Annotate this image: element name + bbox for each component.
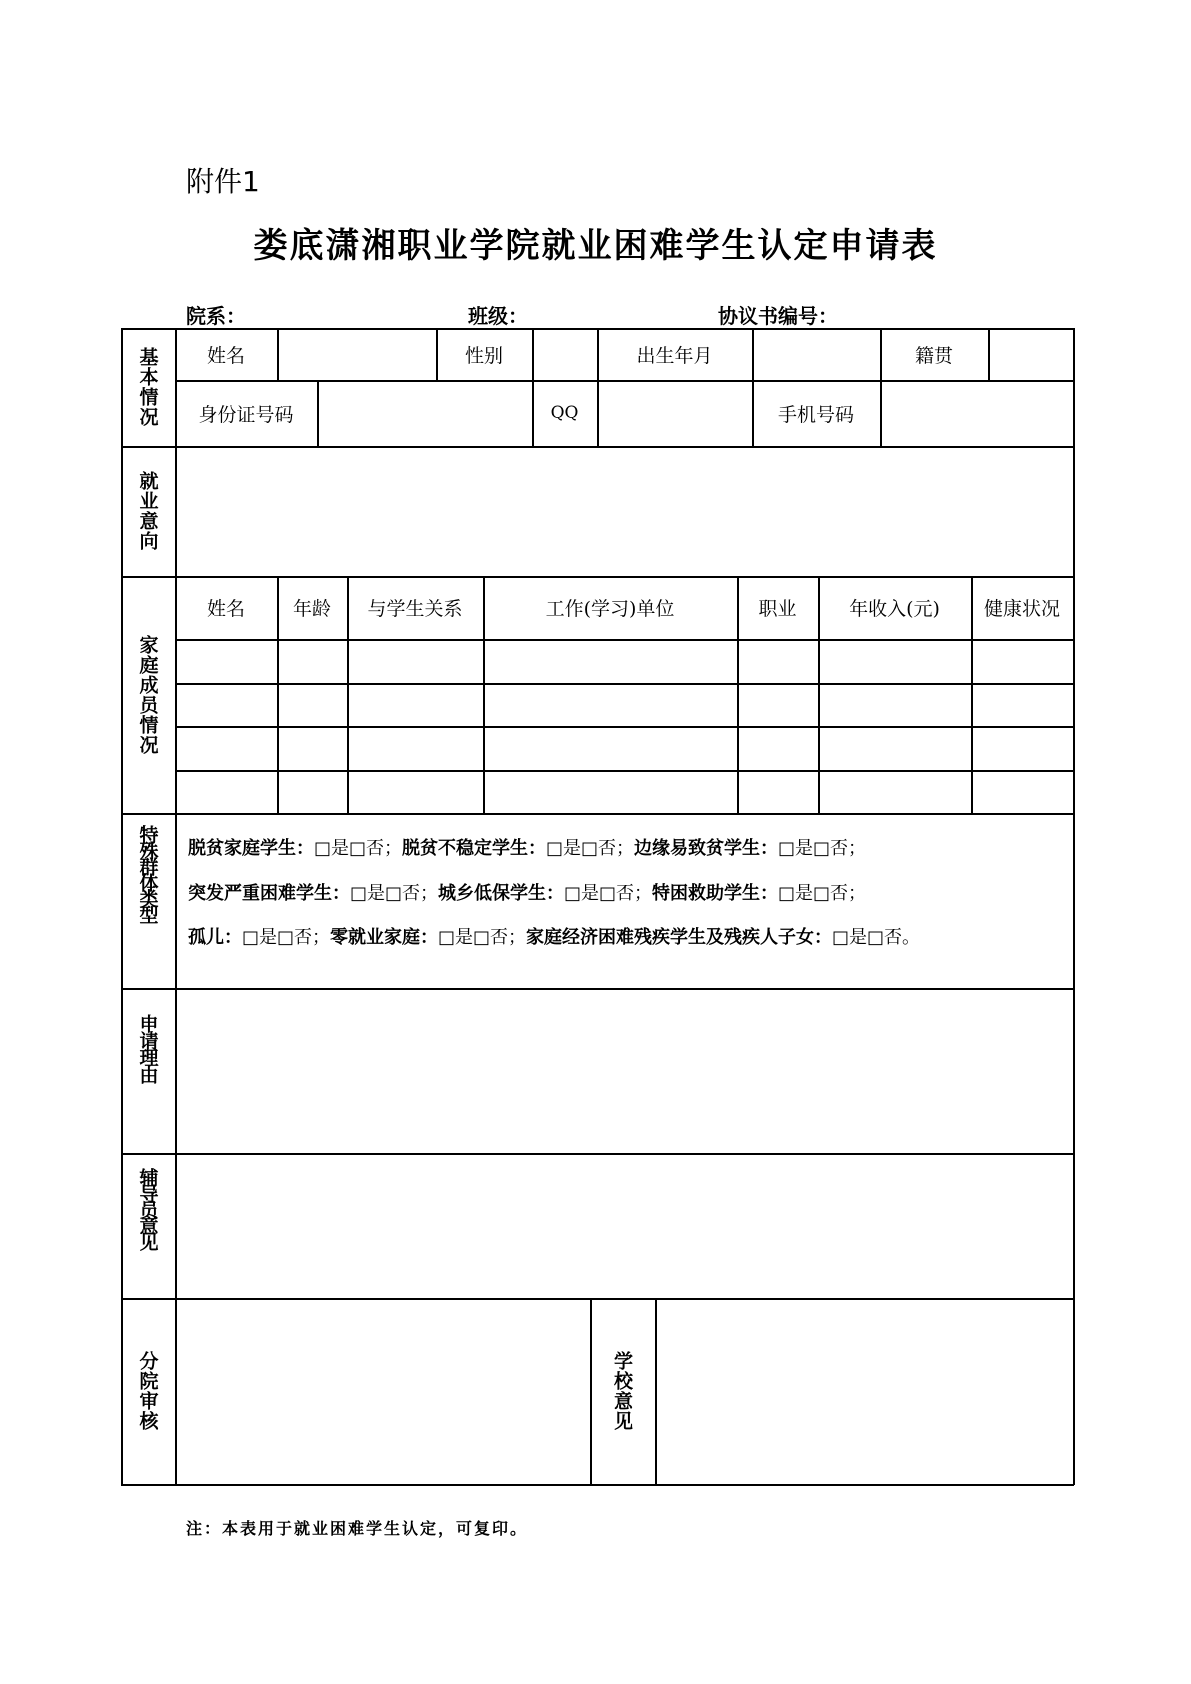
qq-field[interactable] xyxy=(597,380,752,446)
yes-no-checkbox[interactable]: □是□否； xyxy=(778,838,867,859)
family-header-relation: 与学生关系 xyxy=(367,598,463,620)
footnote: 注：本表用于就业困难学生认定，可复印。 xyxy=(186,1519,529,1538)
section-label-special: 特殊群体类型 xyxy=(136,825,159,921)
family-row[interactable] xyxy=(175,770,1073,813)
gender-field[interactable] xyxy=(532,328,597,380)
special-category-line-2 xyxy=(188,879,866,905)
id-number-field[interactable] xyxy=(317,380,532,446)
section-label-branch: 分院审核 xyxy=(136,1351,159,1431)
category-label: 家庭经济困难残疾学生及残疾人子女： xyxy=(526,927,833,948)
phone-field[interactable] xyxy=(880,380,1073,446)
agreement-number-label: 协议书编号： xyxy=(718,304,838,328)
id-number-label: 身份证号码 xyxy=(198,403,294,426)
phone-label: 手机号码 xyxy=(777,403,854,426)
family-header-name: 姓名 xyxy=(206,598,245,620)
birth-field[interactable] xyxy=(752,328,880,380)
branch-review-field[interactable] xyxy=(175,1298,590,1484)
family-header-health: 健康状况 xyxy=(983,598,1060,620)
family-row[interactable] xyxy=(175,726,1073,770)
section-label-basic: 基本情况 xyxy=(136,347,159,427)
family-header-age: 年龄 xyxy=(292,598,331,620)
attachment-label: 附件1 xyxy=(186,165,260,198)
category-label: 零就业家庭： xyxy=(330,927,439,948)
section-label-counselor: 辅导员意见 xyxy=(136,1168,159,1248)
yes-no-checkbox[interactable]: □是□否； xyxy=(564,883,653,904)
yes-no-checkbox[interactable]: □是□否。 xyxy=(832,927,921,948)
department-label: 院系： xyxy=(186,304,246,328)
family-header-income: 年收入(元) xyxy=(849,598,940,620)
form-title: 娄底潇湘职业学院就业困难学生认定申请表 xyxy=(253,226,938,266)
category-label: 脱贫家庭学生： xyxy=(188,838,314,859)
section-label-school: 学校意见 xyxy=(611,1351,633,1431)
section-label-intention: 就业意向 xyxy=(136,471,159,551)
family-row[interactable] xyxy=(175,683,1073,726)
gender-label: 性别 xyxy=(464,344,503,367)
family-row[interactable] xyxy=(175,639,1073,683)
category-label: 孤儿： xyxy=(188,927,242,948)
yes-no-checkbox[interactable]: □是□否； xyxy=(778,883,867,904)
family-header-occupation: 职业 xyxy=(758,598,797,620)
yes-no-checkbox[interactable]: □是□否； xyxy=(242,927,331,948)
yes-no-checkbox[interactable]: □是□否； xyxy=(546,838,635,859)
school-opinion-field[interactable] xyxy=(655,1298,1073,1484)
section-label-reason: 申请理由 xyxy=(136,1014,159,1082)
birth-label: 出生年月 xyxy=(636,344,713,367)
counselor-opinion-field[interactable] xyxy=(175,1153,1073,1298)
yes-no-checkbox[interactable]: □是□否； xyxy=(350,883,439,904)
category-label: 脱贫不稳定学生： xyxy=(402,838,547,859)
category-label: 城乡低保学生： xyxy=(438,883,565,904)
section-label-family: 家庭成员情况 xyxy=(136,634,159,755)
name-label: 姓名 xyxy=(206,344,245,367)
intention-field[interactable] xyxy=(175,446,1073,576)
special-category-line-1 xyxy=(188,834,866,860)
qq-label: QQ xyxy=(550,403,579,423)
native-place-field[interactable] xyxy=(988,328,1073,380)
class-label: 班级： xyxy=(468,304,528,328)
yes-no-checkbox[interactable]: □是□否； xyxy=(438,927,527,948)
category-label: 特困救助学生： xyxy=(652,883,779,904)
family-header-employer: 工作(学习)单位 xyxy=(545,598,675,620)
yes-no-checkbox[interactable]: □是□否； xyxy=(314,838,403,859)
category-label: 边缘易致贫学生： xyxy=(634,838,779,859)
reason-field[interactable] xyxy=(175,988,1073,1153)
name-field[interactable] xyxy=(277,328,436,380)
category-label: 突发严重困难学生： xyxy=(188,883,350,904)
native-place-label: 籍贯 xyxy=(914,344,953,367)
special-category-line-3 xyxy=(188,923,920,949)
